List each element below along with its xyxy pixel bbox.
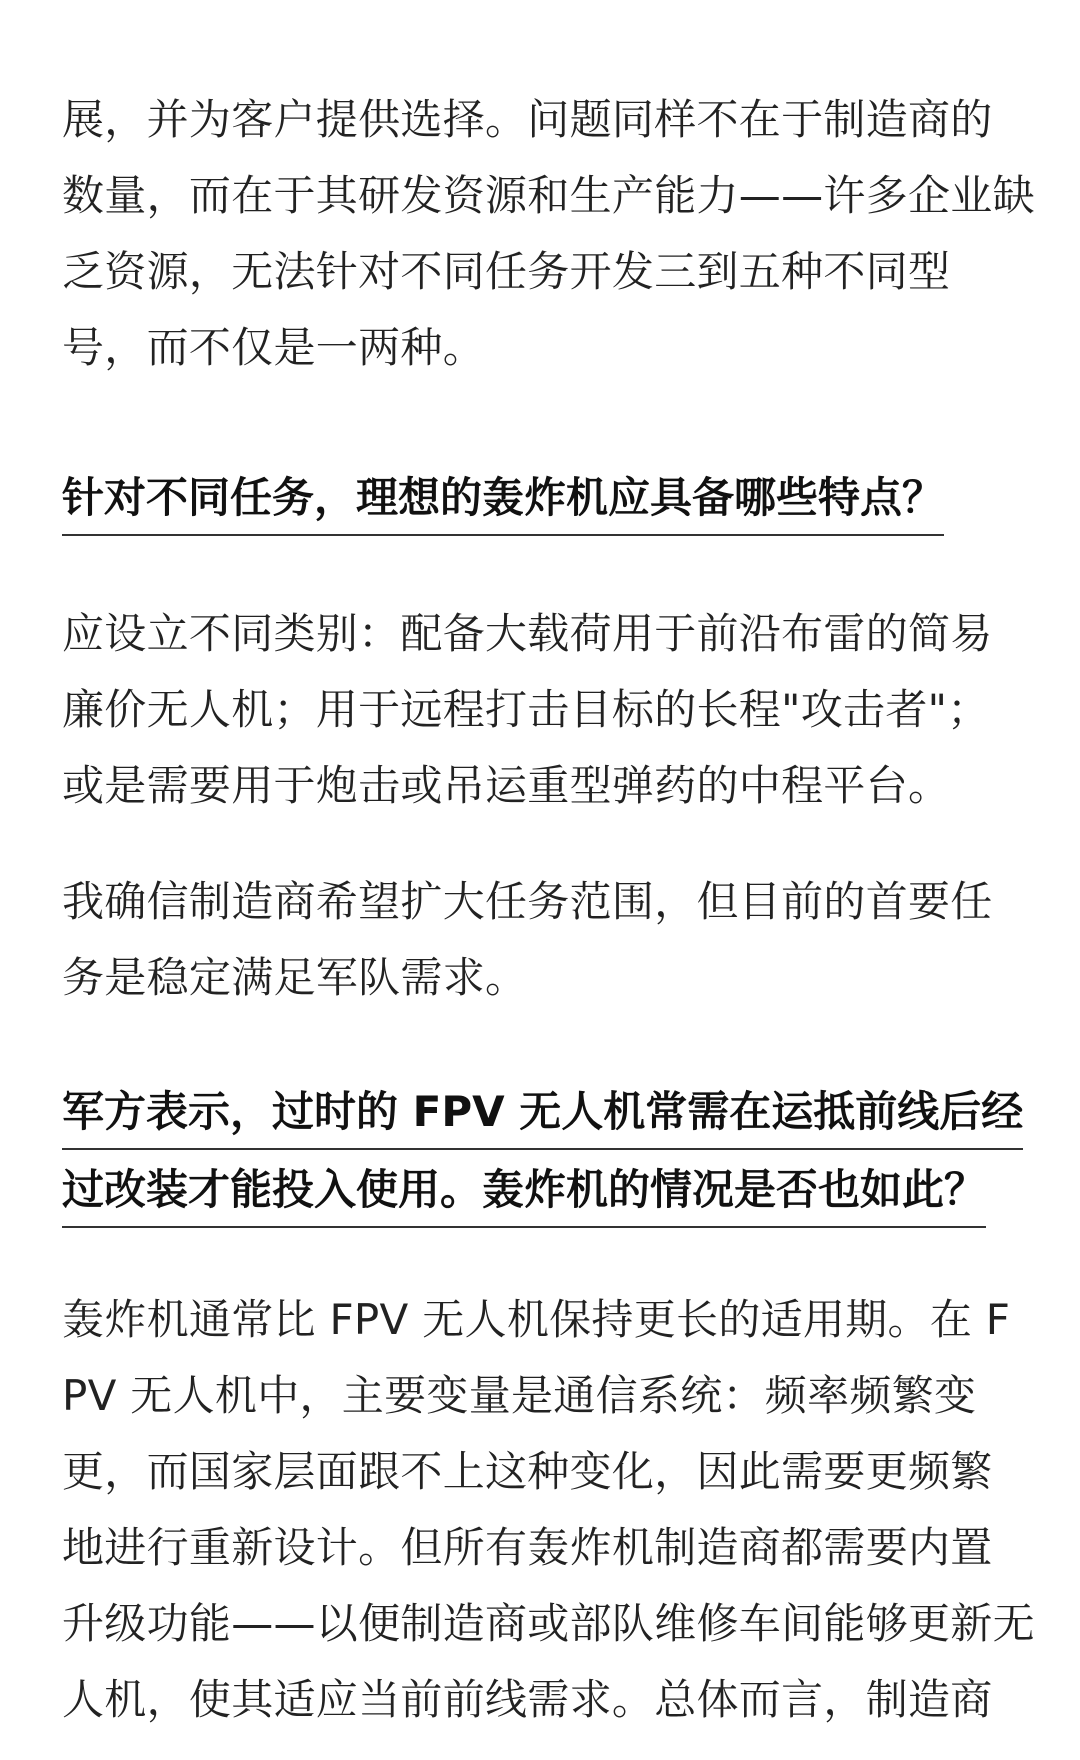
text-line: PV 无人机中，主要变量是通信系统：频率频繁变 — [62, 1371, 977, 1420]
question-heading-1 — [62, 462, 1022, 536]
text-line: 应设立不同类别：配备大载荷用于前沿布雷的简易 — [62, 609, 993, 658]
answer-paragraph-3 — [62, 1282, 1035, 1738]
text-line: 廉价无人机；用于远程打击目标的长程"攻击者"； — [62, 685, 990, 734]
text-line: 展，并为客户提供选择。问题同样不在于制造商的 — [62, 95, 993, 144]
text-line: 轰炸机通常比 FPV 无人机保持更长的适用期。在 F — [62, 1295, 1011, 1344]
heading-line: 针对不同任务，理想的轰炸机应具备哪些特点？ — [62, 462, 944, 536]
text-line: 数量，而在于其研发资源和生产能力——许多企业缺 — [62, 171, 1035, 220]
text-line: 乏资源，无法针对不同任务开发三到五种不同型 — [62, 247, 951, 296]
text-line: 升级功能——以便制造商或部队维修车间能够更新无 — [62, 1599, 1035, 1648]
heading-line: 军方表示，过时的 FPV 无人机常需在运抵前线后经 — [62, 1076, 1023, 1150]
article-body — [62, 82, 1035, 1738]
text-line: 更，而国家层面跟不上这种变化，因此需要更频繁 — [62, 1447, 993, 1496]
answer-paragraph-1 — [62, 596, 1022, 824]
text-line: 务是稳定满足军队需求。 — [62, 953, 528, 1002]
text-line: 我确信制造商希望扩大任务范围，但目前的首要任 — [62, 877, 993, 926]
text-line: 或是需要用于炮击或吊运重型弹药的中程平台。 — [62, 761, 951, 810]
text-line: 地进行重新设计。但所有轰炸机制造商都需要内置 — [62, 1523, 993, 1572]
answer-paragraph-2 — [62, 864, 1022, 1016]
paragraph-intro — [62, 82, 1035, 386]
question-heading-2 — [62, 1076, 1022, 1228]
heading-line: 过改装才能投入使用。轰炸机的情况是否也如此？ — [62, 1154, 986, 1228]
text-line: 号，而不仅是一两种。 — [62, 323, 486, 372]
text-line: 人机，使其适应当前前线需求。总体而言，制造商 — [62, 1675, 993, 1724]
